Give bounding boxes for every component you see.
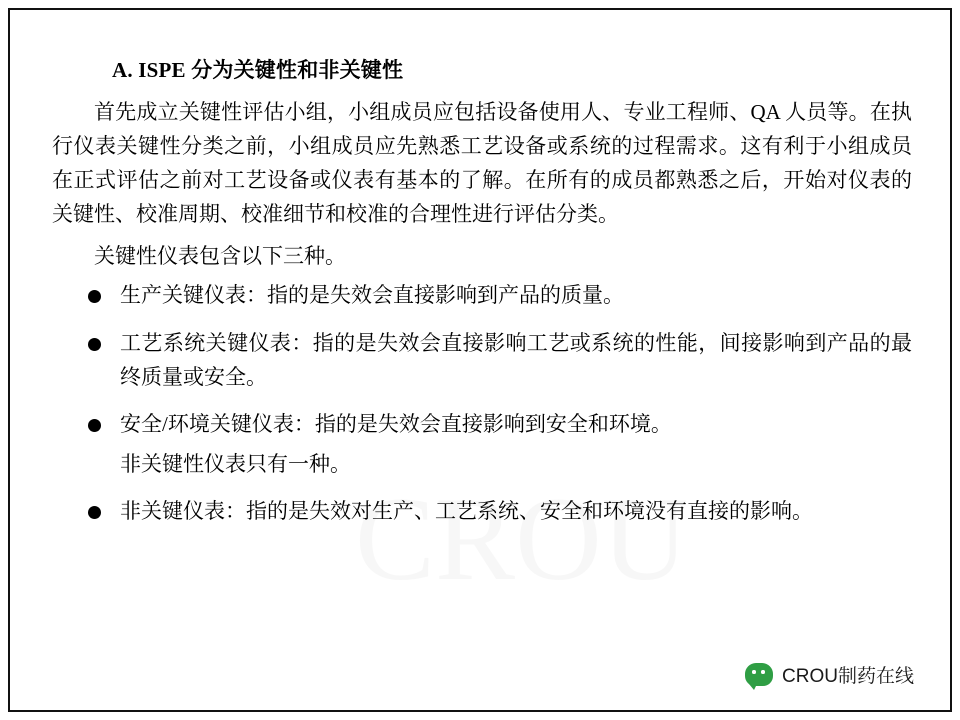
list-item-subnote: 非关键性仪表只有一种。 (120, 451, 351, 476)
footer-logo (745, 661, 914, 688)
list-item (52, 408, 912, 481)
bullet-dot-icon (88, 419, 101, 432)
list-item-label: 安全/环境关键仪表：指的是失效会直接影响到安全和环境。 (120, 412, 672, 437)
list-item (52, 495, 912, 529)
slide-content (52, 56, 912, 529)
bullet-list (52, 279, 912, 529)
list-item-label: 工艺系统关键仪表：指的是失效会直接影响工艺或系统的性能，间接影响到产品的最终质量或安全。 (120, 331, 912, 389)
wechat-icon-eye-left (752, 670, 756, 674)
bullet-dot-icon (88, 506, 101, 519)
page-title: A. ISPE 分为关键性和非关键性 (112, 58, 404, 82)
wechat-icon-eye-right (761, 670, 765, 674)
body-paragraph-2: 关键性仪表包含以下三种。 (94, 244, 346, 269)
wechat-icon (745, 663, 773, 686)
list-item-label: 生产关键仪表：指的是失效会直接影响到产品的质量。 (120, 283, 624, 308)
list-item (52, 279, 912, 313)
body-paragraph-1: 首先成立关键性评估小组，小组成员应包括设备使用人、专业工程师、QA 人员等。在执行仪表关键性分类之前，小组成员应先熟悉工艺设备或系统的过程需求。这有利于小组成员在正式评估之前对工艺设备或仪表有基本的了解。在所有的成员都熟悉之后，开始对仪表的关键性、校准周期、校准细节和校准的合理性进行评估分类。 (52, 100, 912, 227)
list-item-label: 非关键仪表：指的是失效对生产、工艺系统、安全和环境没有直接的影响。 (120, 499, 813, 524)
bullet-dot-icon (88, 290, 101, 303)
list-item (52, 327, 912, 394)
footer-brand-label: CROU制药在线 (782, 666, 914, 687)
bullet-dot-icon (88, 338, 101, 351)
